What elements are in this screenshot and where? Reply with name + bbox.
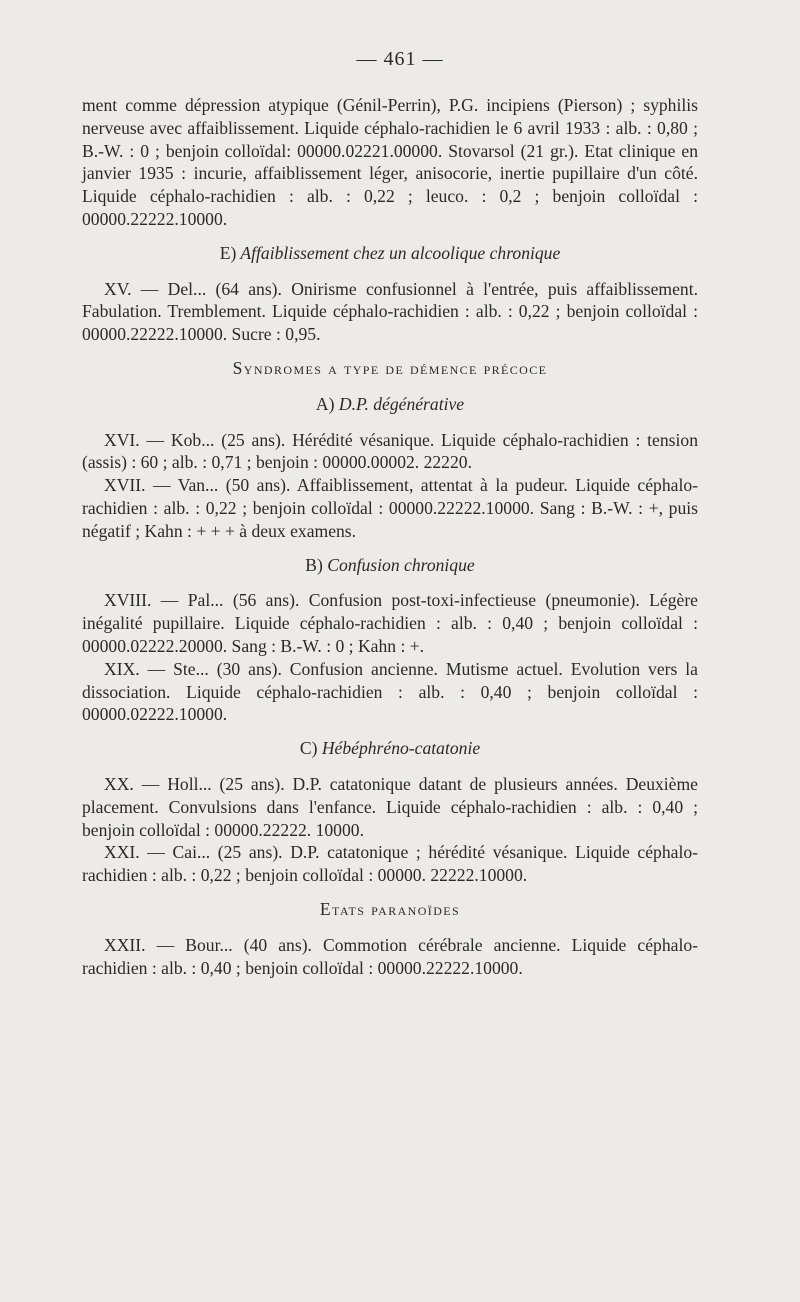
subsection-heading: [82, 242, 698, 265]
subsection-title: D.P. dégénérative: [338, 393, 465, 414]
subsection-title: Hébéphréno-catatonie: [321, 738, 481, 759]
subsection-label: E): [219, 242, 237, 263]
paragraph: XVIII. — Pal... (56 ans). Confusion post-toxi-infectieuse (pneumonie). Légère inégalité pupillaire. Liquide céphalo-rachidien : alb. : 0,40 ; benjoin colloïdal : 00000.02222.20000. Sang : B.-W. : 0 ; Kahn : +.: [82, 590, 698, 656]
subsection-label: A): [315, 393, 335, 414]
paragraph: XXI. — Cai... (25 ans). D.P. catatonique ; hérédité vésanique. Liquide céphalo-rachidien : alb. : 0,22 ; benjoin colloïdal : 00000. 22222.10000.: [82, 842, 698, 886]
subsection-heading: [82, 737, 698, 760]
page-body: [82, 94, 698, 979]
subsection-heading: [82, 393, 698, 416]
paragraph: XV. — Del... (64 ans). Onirisme confusionnel à l'entrée, puis affaiblissement. Fabulation. Tremblement. Liquide céphalo-rachidien : alb. : 0,22 ; benjoin colloïdal : 00000.22222.10000. Sucre : 0,95.: [82, 278, 698, 345]
paragraph: XIX. — Ste... (30 ans). Confusion ancienne. Mutisme actuel. Evolution vers la dissociation. Liquide céphalo-rachidien : alb. : 0,40 ; benjoin colloïdal : 00000.02222.10000.: [82, 658, 698, 725]
subsection-title: Confusion chronique: [327, 554, 475, 575]
subsection-title: Affaiblissement chez un alcoolique chronique: [240, 242, 561, 263]
paragraph: XXII. — Bour... (40 ans). Commotion cérébrale ancienne. Liquide céphalo-rachidien : alb. : 0,40 ; benjoin colloïdal : 00000.22222.10000.: [82, 934, 698, 978]
subsection-label: C): [299, 738, 318, 759]
paragraph: XX. — Holl... (25 ans). D.P. catatonique datant de plusieurs années. Deuxième placement. Convulsions dans l'enfance. Liquide céphalo-rachidien : alb. : 0,40 ; benjoin colloïdal : 00000.22222. 10000.: [82, 773, 698, 840]
section-heading: Etats paranoïdes: [319, 898, 461, 919]
paragraph: ment comme dépression atypique (Génil-Perrin), P.G. incipiens (Pierson) ; syphilis nerveuse avec affaiblissement. Liquide céphalo-rachidien le 6 avril 1933 : alb. : 0,80 ; B.-W. : 0 ; benjoin colloïdal: 00000.02221.00000. Stovarsol (21 gr.). Etat clinique en janvier 1935 : incurie, affaiblissement léger, anisocorie, inertie pupillaire d'un côté. Liquide céphalo-rachidien : alb. : 0,22 ; leuco. : 0,2 ; benjoin colloïdal : 00000.22222.10000.: [82, 95, 698, 229]
subsection-label: B): [305, 554, 323, 575]
subsection-heading: [82, 554, 698, 577]
page-number: — 461 —: [356, 48, 444, 70]
paragraph: XVII. — Van... (50 ans). Affaiblissement, attentat à la pudeur. Liquide céphalo-rachidien : alb. : 0,22 ; benjoin colloïdal : 00000.22222.10000. Sang : B.-W. : +, puis négatif ; Kahn : + + + à deux examens.: [82, 475, 698, 541]
paragraph: XVI. — Kob... (25 ans). Hérédité vésanique. Liquide céphalo-rachidien : tension (assis) : 60 ; alb. : 0,71 ; benjoin : 00000.00002. 22220.: [82, 429, 698, 473]
section-heading: Syndromes a type de démence précoce: [232, 357, 548, 378]
